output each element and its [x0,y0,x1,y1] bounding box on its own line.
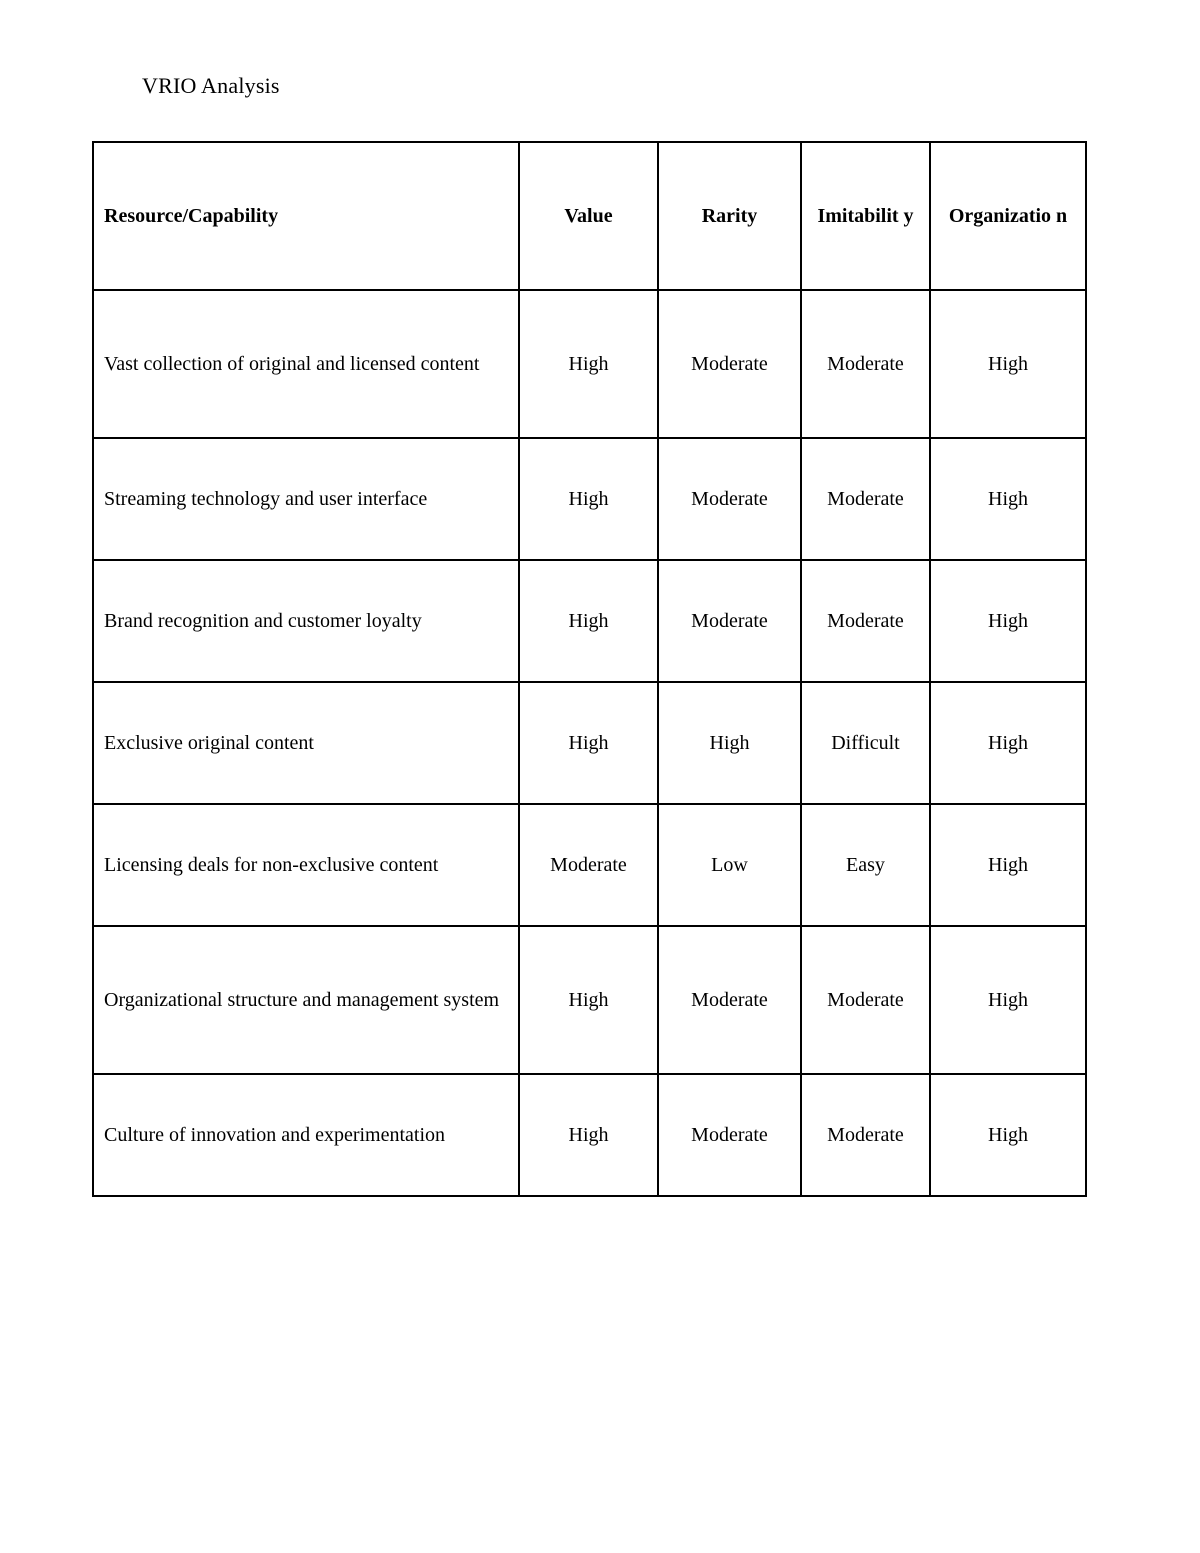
rarity-cell: High [658,682,801,804]
organization-cell: High [930,1074,1086,1196]
value-cell: High [519,438,658,560]
rarity-cell: Moderate [658,438,801,560]
imitability-cell: Easy [801,804,930,926]
value-cell: High [519,560,658,682]
rarity-cell: Low [658,804,801,926]
rarity-cell: Moderate [658,290,801,438]
value-cell: High [519,926,658,1074]
table-row [93,804,1086,926]
header-organization: Organizatio n [930,142,1086,290]
table-header-row [93,142,1086,290]
imitability-cell: Moderate [801,1074,930,1196]
page-title: VRIO Analysis [142,73,280,98]
table-row [93,290,1086,438]
rarity-cell: Moderate [658,1074,801,1196]
imitability-cell: Moderate [801,290,930,438]
table-row [93,926,1086,1074]
header-imitability: Imitabilit y [801,142,930,290]
header-rarity: Rarity [658,142,801,290]
organization-cell: High [930,926,1086,1074]
organization-cell: High [930,290,1086,438]
resource-cell: Brand recognition and customer loyalty [93,560,519,682]
vrio-table [92,141,1087,1197]
resource-cell: Culture of innovation and experimentation [93,1074,519,1196]
table-row [93,438,1086,560]
imitability-cell: Moderate [801,560,930,682]
imitability-cell: Difficult [801,682,930,804]
organization-cell: High [930,682,1086,804]
table-row [93,682,1086,804]
resource-cell: Streaming technology and user interface [93,438,519,560]
table-row [93,1074,1086,1196]
header-resource-capability: Resource/Capability [93,142,519,290]
rarity-cell: Moderate [658,560,801,682]
rarity-cell: Moderate [658,926,801,1074]
imitability-cell: Moderate [801,926,930,1074]
value-cell: High [519,290,658,438]
resource-cell: Vast collection of original and licensed content [93,290,519,438]
organization-cell: High [930,804,1086,926]
table-row [93,560,1086,682]
value-cell: High [519,1074,658,1196]
resource-cell: Exclusive original content [93,682,519,804]
organization-cell: High [930,560,1086,682]
header-value: Value [519,142,658,290]
value-cell: Moderate [519,804,658,926]
organization-cell: High [930,438,1086,560]
value-cell: High [519,682,658,804]
imitability-cell: Moderate [801,438,930,560]
resource-cell: Organizational structure and management system [93,926,519,1074]
resource-cell: Licensing deals for non-exclusive content [93,804,519,926]
